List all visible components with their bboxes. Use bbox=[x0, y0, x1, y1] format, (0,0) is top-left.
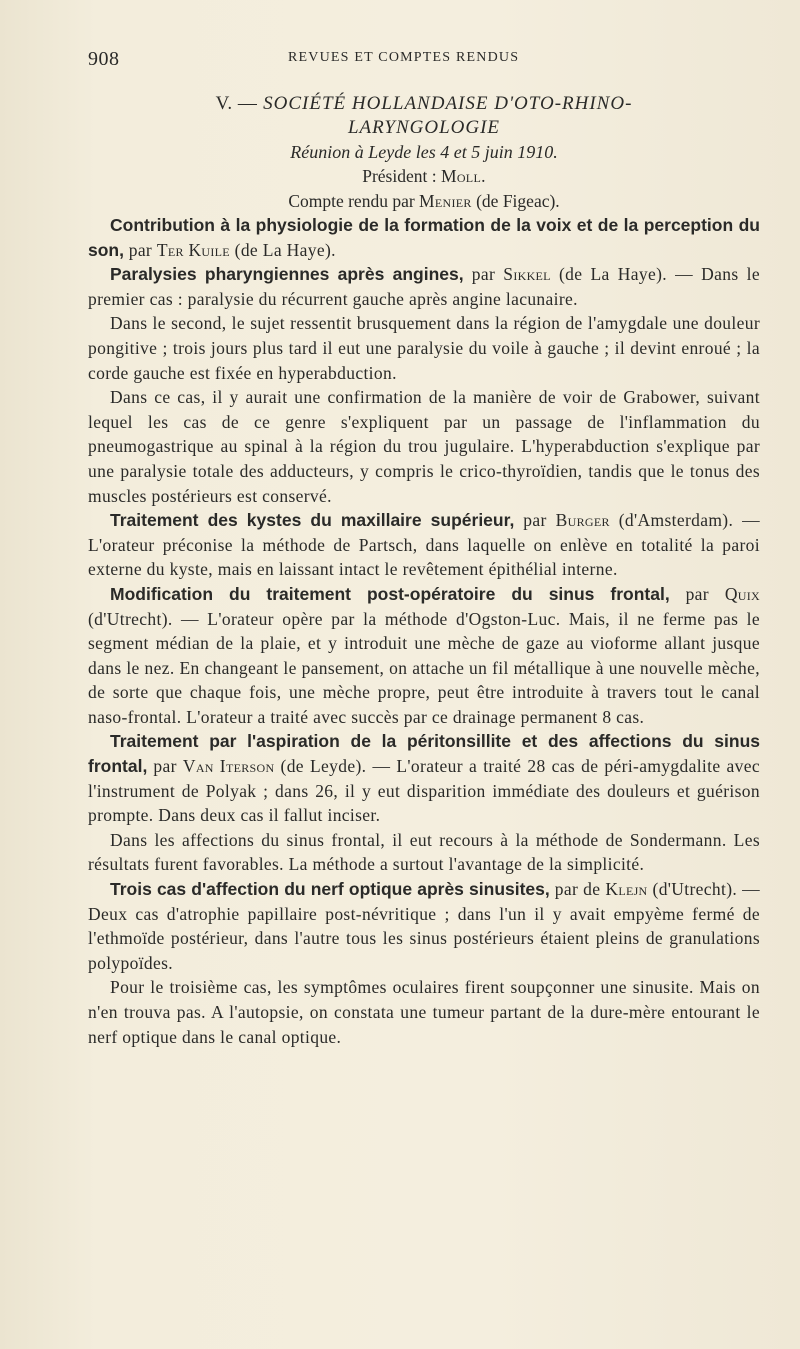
communication-item bbox=[88, 729, 760, 827]
communication-author: Klejn bbox=[605, 879, 648, 900]
body-paragraph: Dans ce cas, il y aurait une confirmation de la manière de voir de Grabower, suivant lequel les cas de ce genre s'expliquent par un passage de l'inflammation du pneumogastrique au spinal à la région du trou jugulaire. L'hyperabduction s'explique par une paralysie totale des adducteurs, y compris le crico-thyroïdien, tandis que le tonus des muscles postérieurs est conservé. bbox=[88, 387, 760, 506]
communication-author: Sikkel bbox=[503, 264, 551, 285]
communication-text: (de La Haye). bbox=[234, 239, 336, 260]
society-name-line2: LARYNGOLOGIE bbox=[347, 117, 501, 138]
society-name-line1: SOCIÉTÉ HOLLANDAISE D'OTO-RHINO- bbox=[263, 93, 633, 114]
communication-author: Quix bbox=[724, 583, 760, 604]
report-label: Compte rendu par bbox=[288, 190, 415, 211]
communication-item bbox=[88, 877, 760, 975]
page-number: 908 bbox=[88, 48, 120, 70]
report-place: (de Figeac). bbox=[476, 190, 560, 211]
communication-title: Modification du traitement post-opératoire du sinus frontal, bbox=[110, 583, 670, 604]
communication-text: (d'Utrecht). — L'orateur opère par la méthode d'Ogston-Luc. Mais, il ne ferme pas le segment médian de la plaie, et y introduit une mèche de gaze au vioforme allant jusque dans le nez. En changeant le pansement, on attache un fil métallique à une nouvelle mèche, de sorte que chaque fois, une mèche propre, peut être introduite à travers tout le canal naso-frontal. L'orateur a traité avec succès par ce drainage permanent 8 cas. bbox=[88, 608, 760, 727]
communication-item bbox=[88, 582, 760, 730]
communication-author: Burger bbox=[555, 510, 610, 531]
communication-by: par bbox=[523, 510, 547, 531]
president-line bbox=[88, 164, 760, 189]
communication-text: (d'Amsterdam). — L'orateur préconise la méthode de Partsch, dans laquelle on enlève en totalité la paroi externe du kyste, mais en laissant intact le revêtement épithélial interne. bbox=[88, 510, 761, 580]
communication-item bbox=[88, 508, 760, 582]
communication-by: par de bbox=[554, 879, 601, 900]
article-body bbox=[88, 92, 760, 1049]
section-number: V. — bbox=[215, 93, 258, 114]
communication-title: Paralysies pharyngiennes après angines, bbox=[110, 264, 464, 285]
communication-title: Trois cas d'affection du nerf optique après sinusites, bbox=[110, 879, 550, 900]
communication-item bbox=[88, 262, 760, 311]
communication-text: (de Leyde). — L'orateur a traité 28 cas de péri-amygdalite avec l'instrument de Polyak ; dans 26, il y eut disparition immédiate des douleurs et guérison prompte. Dans deux cas il fallut inciser. bbox=[88, 756, 760, 826]
president-label: Président : bbox=[362, 166, 437, 186]
page-header bbox=[88, 48, 768, 72]
communication-title: Traitement des kystes du maxillaire supérieur, bbox=[110, 510, 515, 531]
communication-author: Van Iterson bbox=[182, 756, 275, 777]
body-paragraph: Dans les affections du sinus frontal, il eut recours à la méthode de Sondermann. Les résultats furent favorables. La méthode a surtout l'avantage de la simplicité. bbox=[88, 829, 760, 875]
running-title: REVUES ET COMPTES RENDUS bbox=[288, 50, 520, 65]
communication-by: par bbox=[685, 583, 709, 604]
society-heading bbox=[88, 92, 760, 140]
communication-text: (d'Utrecht). — Deux cas d'atrophie papillaire post-névritique ; dans l'un il y avait empyème fermé de l'ethmoïde postérieur, dans l'autre tous les sinus postérieurs étaient pleins de granulations polypoïdes. bbox=[88, 879, 760, 973]
president-name: Moll. bbox=[440, 166, 486, 186]
body-paragraph: Dans le second, le sujet ressentit brusquement dans la région de l'amygdale une douleur pongitive ; trois jours plus tard il eut une paralysie du voile à gauche ; il devint enroué ; la corde gauche est fixée en hyperabduction. bbox=[88, 313, 760, 383]
communication-title: Contribution à la physiologie de la formation de la voix et de la perception du son, bbox=[88, 215, 760, 260]
communication-author: Ter Kuile bbox=[156, 239, 230, 260]
report-line bbox=[88, 189, 760, 214]
communication-title: Traitement par l'aspiration de la péritonsillite et des affections du sinus frontal, bbox=[88, 731, 760, 777]
body-paragraph: Pour le troisième cas, les symptômes oculaires firent soupçonner une sinusite. Mais on n'en trouva pas. A l'autopsie, on constata une tumeur partant de la dure-mère entourant le nerf optique dans le canal optique. bbox=[88, 977, 760, 1047]
communication-by: par bbox=[128, 239, 153, 260]
communication-item bbox=[88, 213, 760, 262]
communication-by: par bbox=[471, 264, 496, 285]
communication-by: par bbox=[153, 756, 177, 777]
report-author: Menier bbox=[419, 190, 472, 211]
meeting-line: Réunion à Leyde les 4 et 5 juin 1910. bbox=[290, 142, 558, 162]
communication-text: (de La Haye). — Dans le premier cas : paralysie du récurrent gauche après angine lacunaire. bbox=[88, 264, 760, 309]
